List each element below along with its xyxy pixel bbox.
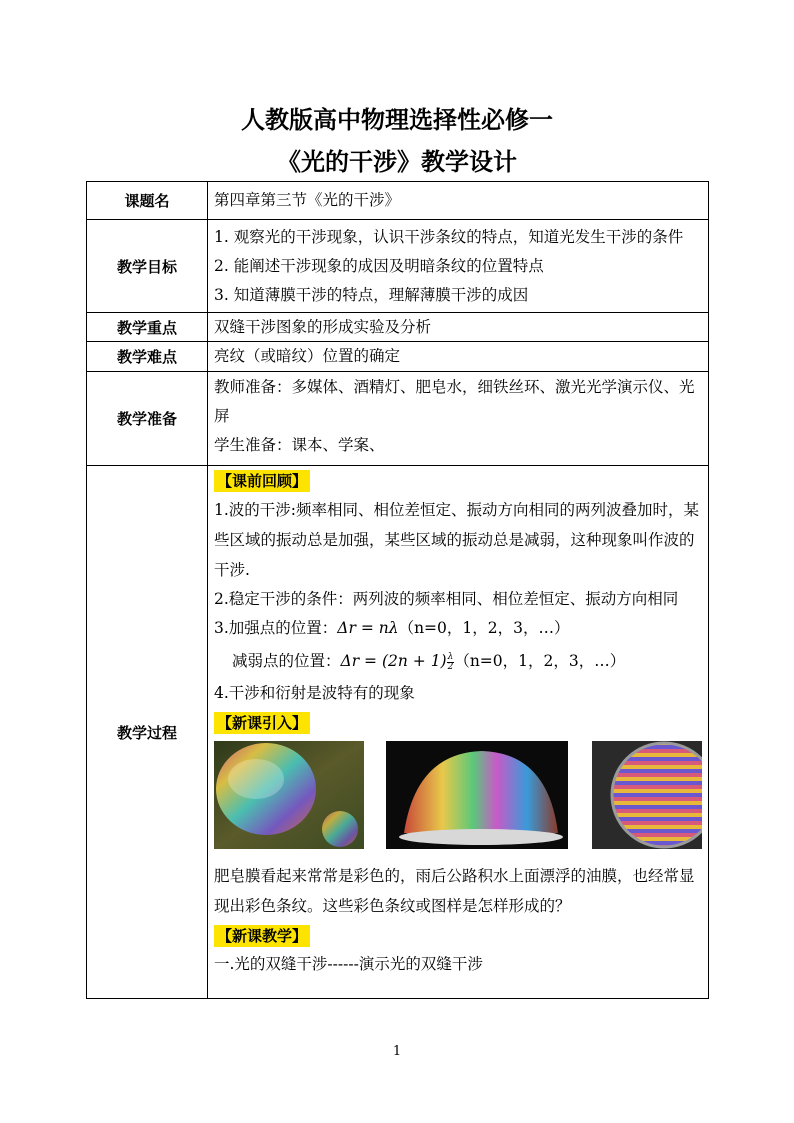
fraction-denominator: 2 [447,661,454,672]
review-badge: 【课前回顾】 [214,470,310,492]
difficulty-cell [208,342,709,372]
soap-bubbles-photo [214,741,364,849]
table-row-prep [87,372,709,466]
key-point-value: 双缝干涉图象的形成实验及分析 [214,318,432,336]
page-number: 1 [392,1044,402,1059]
difficulty-value: 亮纹（或暗纹）位置的确定 [214,347,401,365]
table-row-topic [87,182,709,220]
intro-badge: 【新课引入】 [214,712,310,734]
student-prep: 学生准备：课本、学案、 [214,436,385,454]
strong-point-condition: （n=0，1，2，3，…） [398,619,570,637]
review-item-3 [214,614,702,643]
new-lesson-badge: 【新课教学】 [214,925,310,947]
document-subtitle: 《光的干涉》教学设计 [277,147,517,176]
lesson-plan-table [86,181,709,999]
teacher-prep: 教师准备：多媒体、酒精灯、肥皂水，细铁丝环、激光光学演示仪、光屏 [214,378,695,425]
soap-dome-photo [386,741,568,849]
table-row-key-point [87,313,709,342]
document-title: 人教版高中物理选择性必修一 [241,105,553,134]
table-row-process [87,466,709,999]
table-row-goals [87,220,709,313]
table-row-difficulty [87,342,709,372]
difficulty-label: 教学难点 [87,342,208,372]
key-point-label: 教学重点 [87,313,208,342]
weak-point-formula: Δr = (2n + 1) [340,652,447,670]
fraction-numerator: λ [447,651,454,662]
prep-cell [208,372,709,466]
intro-text: 肥皂膜看起来常常是彩色的，雨后公路积水上面漂浮的油膜，也经常显现出彩色条纹。这些彩色条纹或图样是怎样形成的？ [214,867,695,915]
prep-label: 教学准备 [87,372,208,466]
review-item-2: 2.稳定干涉的条件：两列波的频率相同、相位差恒定、振动方向相同 [214,590,679,608]
process-label: 教学过程 [87,466,208,999]
topic-label: 课题名 [87,182,208,220]
process-cell [208,466,709,999]
strong-point-formula: Δr = nλ [337,619,399,637]
key-point-cell [208,313,709,342]
goal-item: 3. 知道薄膜干涉的特点，理解薄膜干涉的成因 [214,286,529,304]
thin-film-fringes-photo [592,741,702,849]
goals-label: 教学目标 [87,220,208,313]
strong-point-prefix: 3.加强点的位置： [214,619,338,637]
goals-cell [208,220,709,313]
weak-point-condition: （n=0，1，2，3，…） [454,652,626,670]
goal-item: 1. 观察光的干涉现象，认识干涉条纹的特点，知道光发生干涉的条件 [214,228,684,246]
weak-point-prefix: 减弱点的位置： [232,652,341,670]
review-item-4: 4.干涉和衍射是波特有的现象 [214,684,415,702]
topic-value: 第四章第三节《光的干涉》 [214,191,401,209]
review-item-1: 1.波的干涉:频率相同、相位差恒定、振动方向相同的两列波叠加时，某些区域的振动总是加强，某些区域的振动总是减弱，这种现象叫作波的干涉. [214,501,700,579]
new-lesson-item-1: 一.光的双缝干涉------演示光的双缝干涉 [214,955,483,973]
review-item-3b [214,643,702,679]
goal-item: 2. 能阐述干涉现象的成因及明暗条纹的位置特点 [214,257,544,275]
topic-cell [208,182,709,220]
photo-strip [214,741,702,853]
